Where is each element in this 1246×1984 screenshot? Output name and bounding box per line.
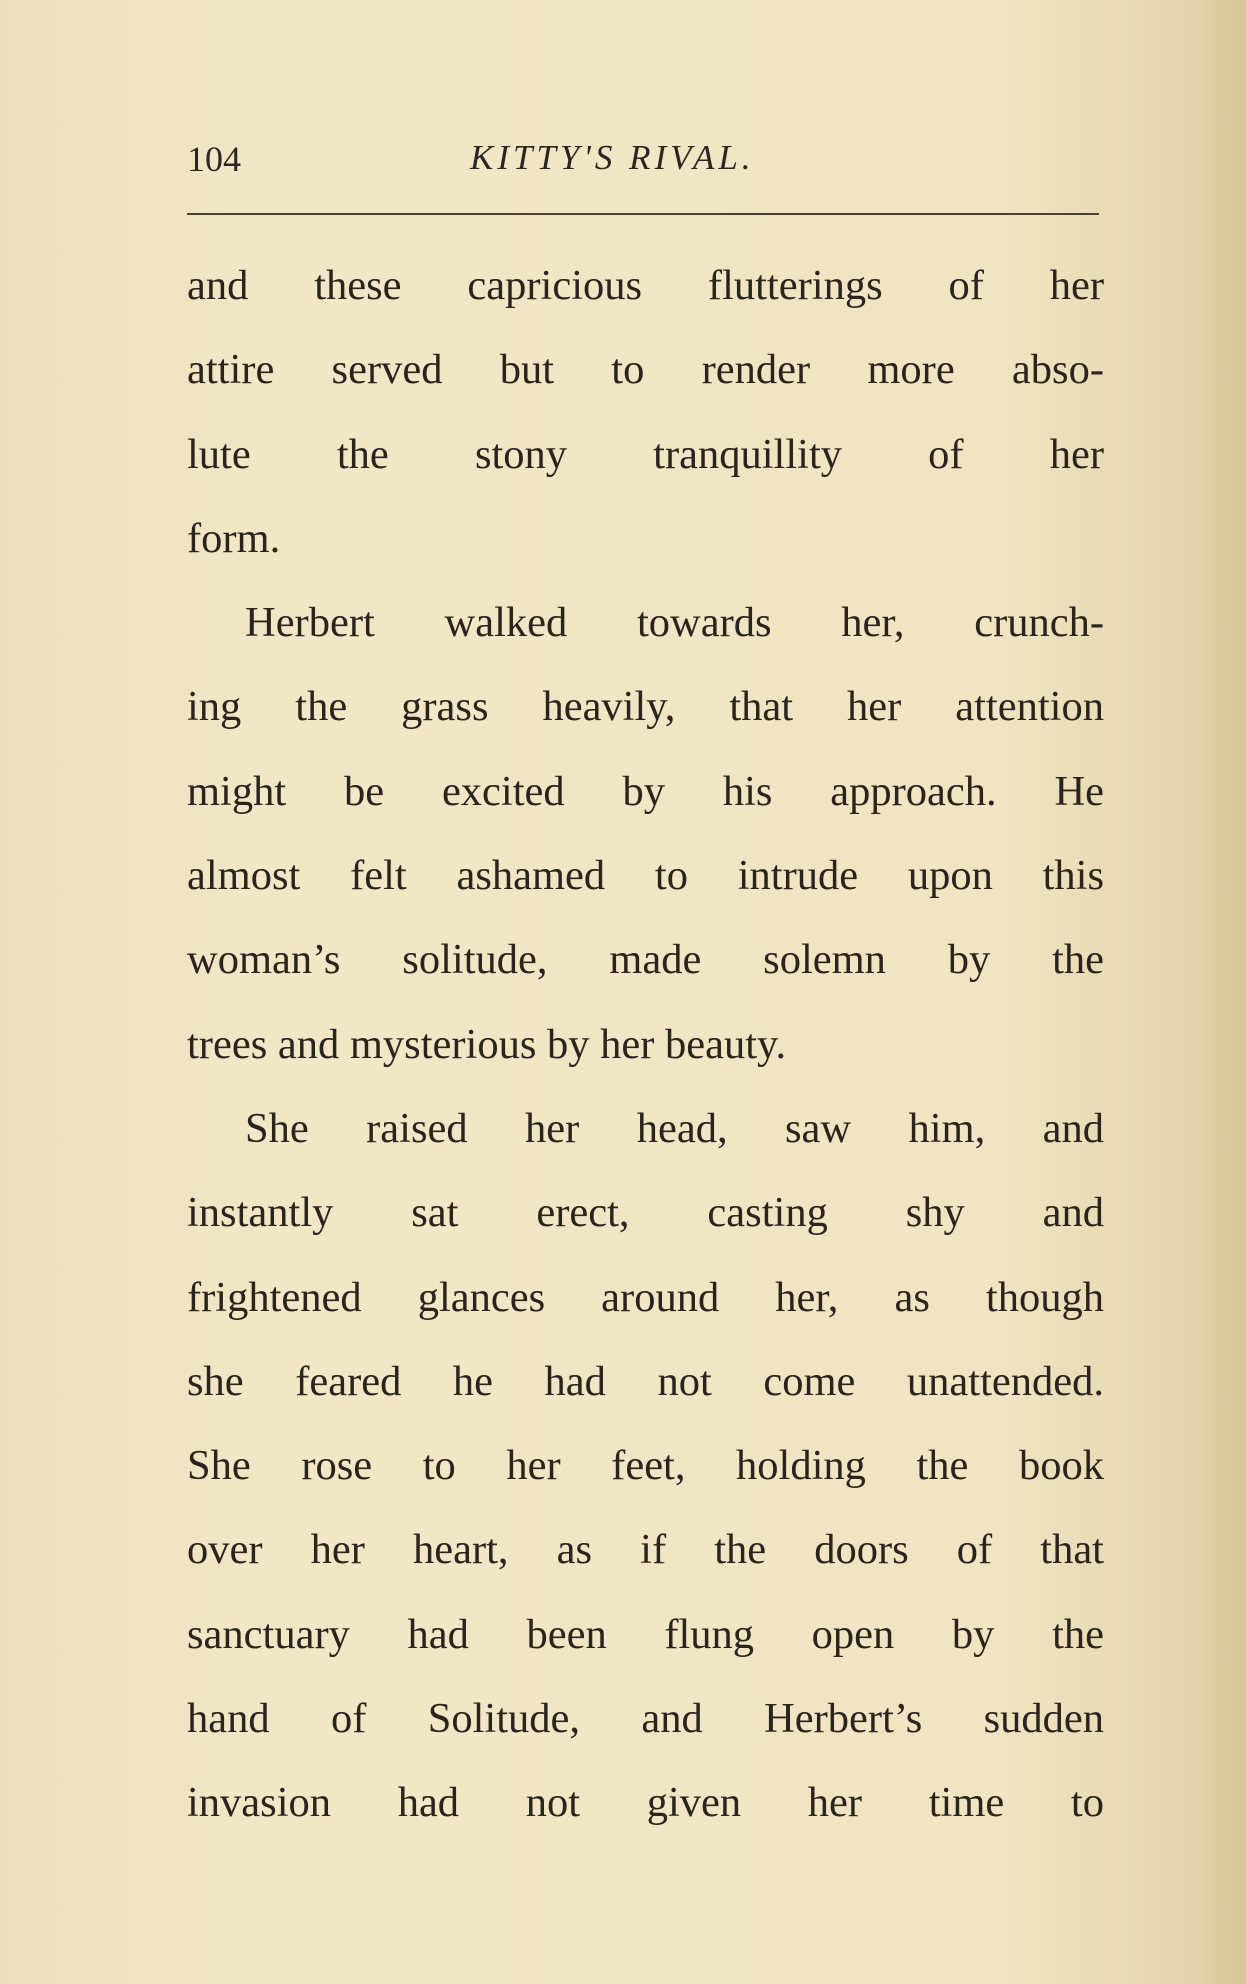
text-line: almost felt ashamed to intrude upon this	[187, 852, 1104, 900]
text-line: ing the grass heavily, that her attention	[187, 683, 1104, 731]
text-line: over her heart, as if the doors of that	[187, 1526, 1104, 1574]
text-line: She rose to her feet, holding the book	[187, 1442, 1104, 1490]
text-line: woman’s solitude, made solemn by the	[187, 936, 1104, 984]
text-line: sanctuary had been flung open by the	[187, 1610, 1104, 1658]
text-line: she feared he had not come unattended.	[187, 1357, 1104, 1405]
text-line: and these capricious flutterings of her	[187, 262, 1104, 309]
text-line: frightened glances around her, as though	[187, 1273, 1104, 1321]
paragraph-1	[187, 244, 1104, 581]
text-line: hand of Solitude, and Herbert’s sudden	[187, 1695, 1104, 1743]
text-line: form.	[187, 514, 281, 562]
text-line: instantly sat erect, casting shy and	[187, 1189, 1104, 1237]
text-line: She raised her head, saw him, and	[245, 1104, 1104, 1152]
text-line: lute the stony tranquillity of her	[187, 430, 1104, 478]
running-title: KITTY'S RIVAL.	[470, 138, 755, 177]
page-number: 104	[187, 139, 241, 179]
paragraph-2	[187, 581, 1104, 1087]
text-line: invasion had not given her time to	[187, 1779, 1104, 1827]
text-line: attire served but to render more abso-	[187, 346, 1104, 394]
header-rule	[187, 213, 1099, 215]
text-line: might be excited by his approach. He	[187, 767, 1104, 815]
body-text	[187, 244, 1104, 1846]
paragraph-3	[187, 1087, 1104, 1846]
page-header	[187, 138, 1103, 178]
text-line: Herbert walked towards her, crunch-	[245, 599, 1104, 647]
text-line: trees and mysterious by her beauty.	[187, 1020, 787, 1068]
